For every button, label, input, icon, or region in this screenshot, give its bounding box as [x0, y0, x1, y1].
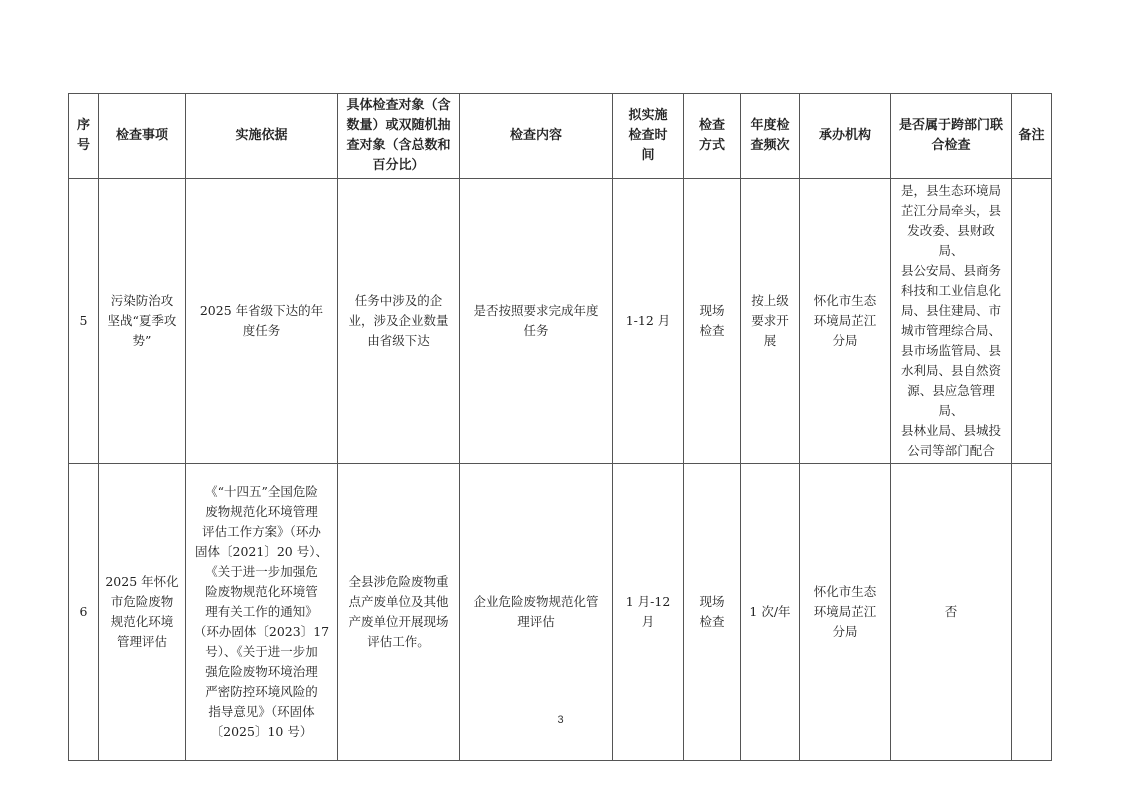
- cell-planned-time: 1-12 月: [613, 179, 684, 464]
- header-joint-inspection: 是否属于跨部门联 合检查: [891, 94, 1012, 179]
- header-organizer: 承办机构: [800, 94, 891, 179]
- inspection-table-container: [68, 93, 1052, 761]
- header-basis: 实施依据: [186, 94, 338, 179]
- cell-inspection-content: 是否按照要求完成年度 任务: [460, 179, 613, 464]
- cell-planned-time: 1 月-12 月: [613, 464, 684, 761]
- cell-joint-inspection: 是，县生态环境局 芷江分局牵头，县 发改委、县财政局、 县公安局、县商务 科技和工业信息化 局、县住建局、市 城市管理综合局、 县市场监管局、县 水利局、县自然资 源、县应急管理局、 县林业局、县城投 公司等部门配合: [891, 179, 1012, 464]
- header-inspection-object: 具体检查对象（含 数量）或双随机抽 查对象（含总数和 百分比）: [338, 94, 460, 179]
- page-number: 3: [557, 714, 564, 726]
- header-planned-time: 拟实施 检查时 间: [613, 94, 684, 179]
- cell-basis: 《“十四五”全国危险 废物规范化环境管理 评估工作方案》（环办 固体〔2021〕20 号）、 《关于进一步加强危 险废物规范化环境管 理有关工作的通知》 （环办固体〔2023〕17 号）、《关于进一步加 强危险废物环境治理 严密防控环境风险的 指导意见》（环固体 〔2025〕10 号）: [186, 464, 338, 761]
- cell-inspection-item: 2025 年怀化 市危险废物 规范化环境 管理评估: [99, 464, 186, 761]
- cell-inspection-method: 现场 检查: [684, 464, 741, 761]
- cell-inspection-object: 全县涉危险废物重 点产废单位及其他 产废单位开展现场 评估工作。: [338, 464, 460, 761]
- cell-serial-no: 5: [69, 179, 99, 464]
- cell-annual-frequency: 按上级 要求开 展: [741, 179, 800, 464]
- table-row: [69, 179, 1052, 464]
- cell-inspection-method: 现场 检查: [684, 179, 741, 464]
- cell-serial-no: 6: [69, 464, 99, 761]
- cell-organizer: 怀化市生态 环境局芷江 分局: [800, 179, 891, 464]
- cell-organizer: 怀化市生态 环境局芷江 分局: [800, 464, 891, 761]
- header-inspection-item: 检查事项: [99, 94, 186, 179]
- cell-joint-inspection: 否: [891, 464, 1012, 761]
- cell-inspection-content: 企业危险废物规范化管 理评估: [460, 464, 613, 761]
- header-inspection-method: 检查 方式: [684, 94, 741, 179]
- cell-basis: 2025 年省级下达的年 度任务: [186, 179, 338, 464]
- cell-inspection-item: 污染防治攻 坚战“夏季攻 势”: [99, 179, 186, 464]
- inspection-table: [68, 93, 1052, 761]
- header-inspection-content: 检查内容: [460, 94, 613, 179]
- cell-annual-frequency: 1 次/年: [741, 464, 800, 761]
- cell-remarks: [1012, 179, 1052, 464]
- cell-inspection-object: 任务中涉及的企 业，涉及企业数量 由省级下达: [338, 179, 460, 464]
- table-header-row: [69, 94, 1052, 179]
- header-remarks: 备注: [1012, 94, 1052, 179]
- header-serial-no: 序 号: [69, 94, 99, 179]
- header-annual-frequency: 年度检 查频次: [741, 94, 800, 179]
